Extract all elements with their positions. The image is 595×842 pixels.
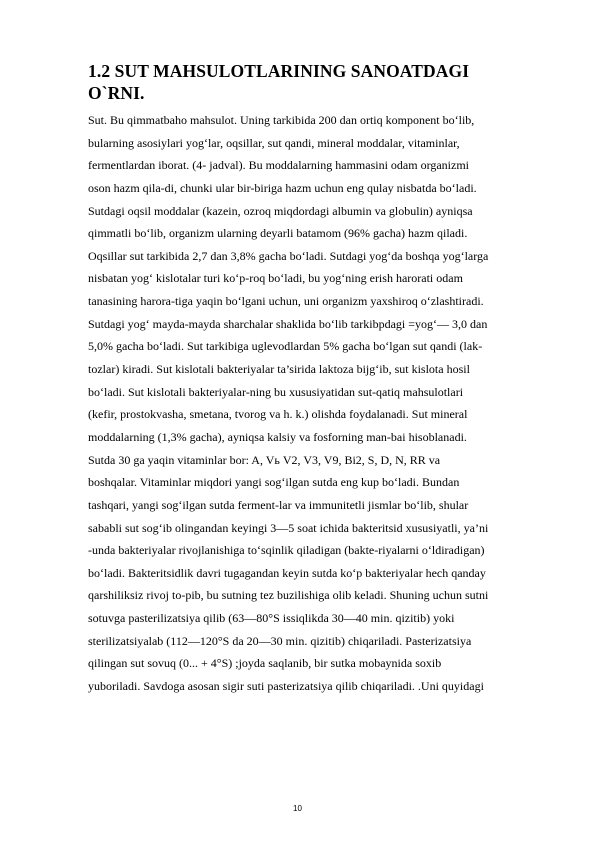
text-line: -unda bakteriyalar rivojlanishiga to‘sqinlik qiladigan (bakte-riyalarni o‘ldiradigan) bbox=[88, 543, 485, 558]
text-line: nisbatan yog‘ kislotalar turi ko‘p-roq bo‘ladi, bu yog‘ning erish harorati odam bbox=[88, 271, 463, 286]
text-line: yuboriladi. Savdoga asosan sigir suti pasterizatsiya qilib chiqariladi. .Uni quyidagi bbox=[88, 679, 484, 694]
section-heading-line: O`RNI. bbox=[88, 83, 145, 103]
text-line: tashqari, yangi sog‘ilgan sutda ferment-lar va immunitetli jismlar bo‘lib, shular bbox=[88, 497, 469, 512]
text-line: bo‘ladi. Bakteritsidlik davri tugagandan keyin sutda ko‘p bakteriyalar hech qanday bbox=[88, 565, 486, 580]
text-line: Sutda 30 ga yaqin vitaminlar bor: A, Vь V2, V3, V9, Bi2, S, D, N, RR va bbox=[88, 452, 441, 467]
text-line: sababli sut sog‘ib olingandan keyingi 3—5 soat ichida bakteritsid xususiyatli, ya’ni bbox=[88, 520, 489, 535]
text-line: sotuvga pasterilizatsiya qilib (63—80°S issiqlikda 30—40 min. qizitib) yoki bbox=[88, 611, 455, 626]
text-line: Sutdagi yog‘ mayda-mayda sharchalar shaklida bo‘lib tarkibpdagi =yog‘— 3,0 dan bbox=[88, 316, 488, 331]
text-line: moddalarning (1,3% gacha), ayniqsa kalsiy va fosforning man-bai hisoblanadi. bbox=[88, 429, 467, 444]
text-line: tanasining harora-tiga yaqin bo‘lgani uchun, uni organizm yaxshiroq o‘zlashtiradi. bbox=[88, 294, 484, 309]
text-line: qarshiliksiz rivoj to-pib, bu sutning tez buzilishiga olib keladi. Shuning uchun sutni bbox=[88, 588, 489, 603]
text-line: fermentlardan iborat. (4- jadval). Bu moddalarning hammasini odam organizmi bbox=[88, 158, 469, 173]
text-line: Sutdagi oqsil moddalar (kazein, ozroq miqdordagi albumin va globulin) ayniqsa bbox=[88, 203, 473, 218]
text-line: Oqsillar sut tarkibida 2,7 dan 3,8% gacha bo‘ladi. Sutdagi yog‘da boshqa yog‘larga bbox=[88, 248, 489, 263]
text-line: boshqalar. Vitaminlar miqdori yangi sog‘ilgan sutda eng kup bo‘ladi. Bundan bbox=[88, 475, 460, 490]
text-line: qimmatli bo‘lib, organizm ularning deyarli batamom (96% gacha) hazm qiladi. bbox=[88, 226, 468, 241]
text-line: bularning asosiylari yog‘lar, oqsillar, sut qandi, mineral moddalar, vitaminlar, bbox=[88, 135, 460, 150]
text-line: qilingan sut sovuq (0... + 4°S) ;joyda saqlanib, bir sutka mobaynida soxib bbox=[88, 656, 442, 671]
body-paragraph bbox=[88, 109, 568, 698]
section-heading-line: 1.2 SUT MAHSULOTLARINING SANOATDAGI bbox=[88, 61, 470, 81]
text-line: oson hazm qila-di, chunki ular bir-biriga hazm uchun eng qulay nisbatda bo‘ladi. bbox=[88, 180, 477, 195]
text-line: Sut. Bu qimmatbaho mahsulot. Uning tarkibida 200 dan ortiq komponent bo‘lib, bbox=[88, 113, 475, 127]
section-heading bbox=[88, 60, 558, 104]
text-line: bo‘ladi. Sut kislotali bakteriyalar-ning bu xususiyatidan sut-qatiq mahsulotlari bbox=[88, 384, 464, 399]
text-line: (kefir, prostokvasha, smetana, tvorog va h. k.) olishda foydalanadi. Sut mineral bbox=[88, 407, 468, 422]
text-line: tozlar) kiradi. Sut kislotali bakteriyalar ta’sirida laktoza bijg‘ib, sut kislota hosil bbox=[88, 362, 470, 377]
page-number: 10 bbox=[293, 804, 302, 813]
text-line: sterilizatsiyalab (112—120°S da 20—30 min. qizitib) chiqariladi. Pasterizatsiya bbox=[88, 633, 472, 648]
text-line: 5,0% gacha bo‘ladi. Sut tarkibiga uglevodlardan 5% gacha bo‘lgan sut qandi (lak- bbox=[88, 339, 483, 354]
